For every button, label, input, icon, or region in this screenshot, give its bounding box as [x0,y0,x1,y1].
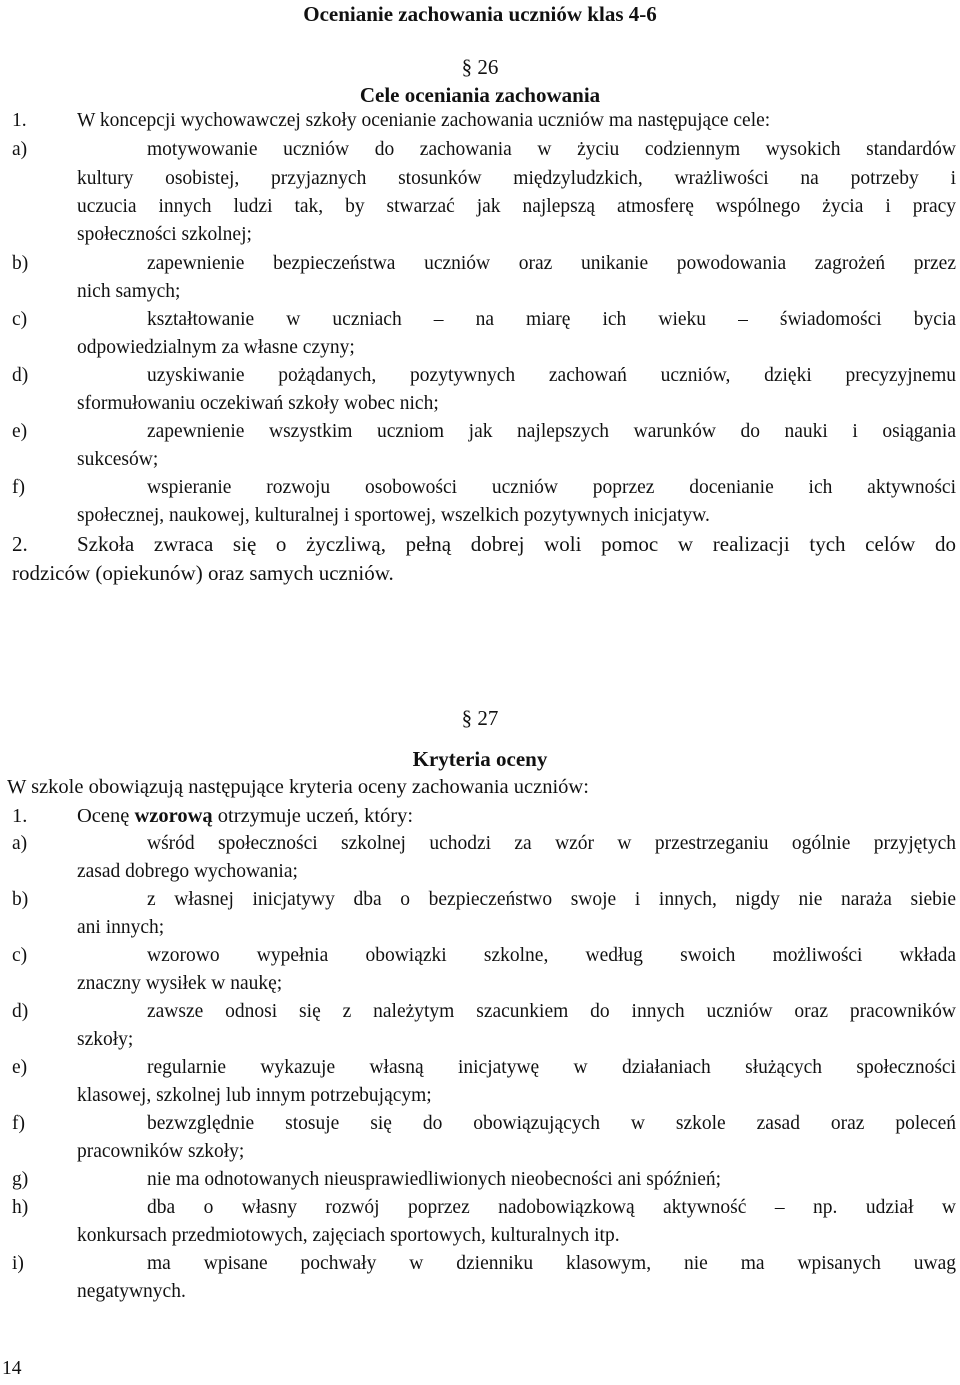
item-line: sformułowaniu oczekiwań szkoły wobec nich; [77,393,439,414]
item-line: ma wpisane pochwały w dzienniku klasowym, nie ma wpisanych uwag [147,1253,956,1274]
item-line: szkoły; [77,1029,134,1050]
item-line: ani innych; [77,917,165,938]
paragraph-marker: 1. [12,805,28,827]
paragraph-text: W koncepcji wychowawczej szkoły ocenianie zachowania uczniów ma następujące cele: [77,110,771,131]
item-line: pracowników szkoły; [77,1141,245,1162]
item-line: zasad dobrego wychowania; [77,861,298,882]
paragraph-text-pre: Ocenę [77,805,135,827]
item-marker: g) [12,1169,29,1190]
section-heading-26: Cele oceniania zachowania [359,83,601,107]
item-marker: b) [12,889,29,910]
item-line: kultury osobistej, przyjaznych stosunków międzyludzkich, wrażliwości na potrzeby i [77,168,956,189]
item-line: społecznej, naukowej, kulturalnej i sportowej, wszelkich pozytywnych inicjatyw. [77,505,710,526]
item-line: regularnie wykazuje własną inicjatywę w działaniach służących społeczności [147,1057,956,1078]
item-marker: i) [12,1253,24,1274]
item-line: konkursach przedmiotowych, zajęciach sportowych, kulturalnych itp. [77,1225,620,1246]
item-line: wzorowo wypełnia obowiązki szkolne, według swoich możliwości wkłada [147,945,956,966]
item-marker: f) [12,477,25,498]
page-title: Ocenianie zachowania uczniów klas 4-6 [303,2,657,26]
item-line: znaczny wysiłek w naukę; [77,973,283,994]
paragraph-marker: 1. [12,110,27,131]
item-line: uczucia innych ludzi tak, by stwarzać jak najlepszą atmosferę wspólnego życia i pracy [77,196,956,217]
item-marker: b) [12,253,29,274]
item-marker: c) [12,309,28,330]
item-marker: d) [12,1001,29,1022]
item-line: nich samych; [77,281,181,302]
item-line: odpowiedzialnym za własne czyny; [77,337,355,358]
paragraph-line: Szkoła zwraca się o życzliwą, pełną dobrej woli pomoc w realizacji tych celów do [77,532,956,556]
section-intro: W szkole obowiązują następujące kryteria oceny zachowania uczniów: [7,776,589,798]
section-number-27: § 27 [461,706,499,730]
item-line: uzyskiwanie pożądanych, pozytywnych zachowań uczniów, dzięki precyzyjnemu [147,365,956,386]
item-line: wśród społeczności szkolnej uchodzi za wzór w przestrzeganiu ogólnie przyjętych [147,833,956,854]
item-marker: a) [12,139,28,160]
item-line: zawsze odnosi się z należytym szacunkiem do innych uczniów oraz pracowników [147,1001,956,1022]
item-line: kształtowanie w uczniach – na miarę ich wieku – świadomości bycia [147,309,956,330]
item-marker: h) [12,1197,29,1218]
item-line: motywowanie uczniów do zachowania w życiu codziennym wysokich standardów [147,139,956,160]
item-line: sukcesów; [77,449,159,470]
paragraph-line: rodziców (opiekunów) oraz samych uczniów. [12,561,394,585]
paragraph-text-post: otrzymuje uczeń, który: [212,805,414,827]
item-marker: e) [12,421,28,442]
item-line: zapewnienie wszystkim uczniom jak najlepszych warunków do nauki i osiągania [147,421,956,442]
item-line: nie ma odnotowanych nieusprawiedliwionych nieobecności ani spóźnień; [147,1169,722,1190]
item-line: zapewnienie bezpieczeństwa uczniów oraz unikanie powodowania zagrożeń przez [147,253,956,274]
paragraph-marker: 2. [12,532,28,556]
section-heading-27: Kryteria oceny [412,747,548,771]
item-marker: a) [12,833,28,854]
item-marker: f) [12,1113,25,1134]
item-marker: c) [12,945,28,966]
item-line: wspieranie rozwoju osobowości uczniów poprzez docenianie ich aktywności [147,477,956,498]
item-marker: d) [12,365,29,386]
item-line: dba o własny rozwój poprzez nadobowiązkową aktywność – np. udział w [147,1197,956,1218]
item-line: negatywnych. [77,1281,186,1302]
section-number-26: § 26 [461,55,499,79]
item-marker: e) [12,1057,28,1078]
item-line: z własnej inicjatywy dba o bezpieczeństwo swoje i innych, nigdy nie naraża siebie [147,889,956,910]
grade-name: wzorową [134,805,213,827]
paragraph-text [77,802,413,830]
item-line: bezwzględnie stosuje się do obowiązujących w szkole zasad oraz poleceń [147,1113,956,1134]
page-number: 14 [2,1358,22,1379]
item-line: społeczności szkolnej; [77,224,252,245]
item-line: klasowej, szkolnej lub innym potrzebującym; [77,1085,432,1106]
